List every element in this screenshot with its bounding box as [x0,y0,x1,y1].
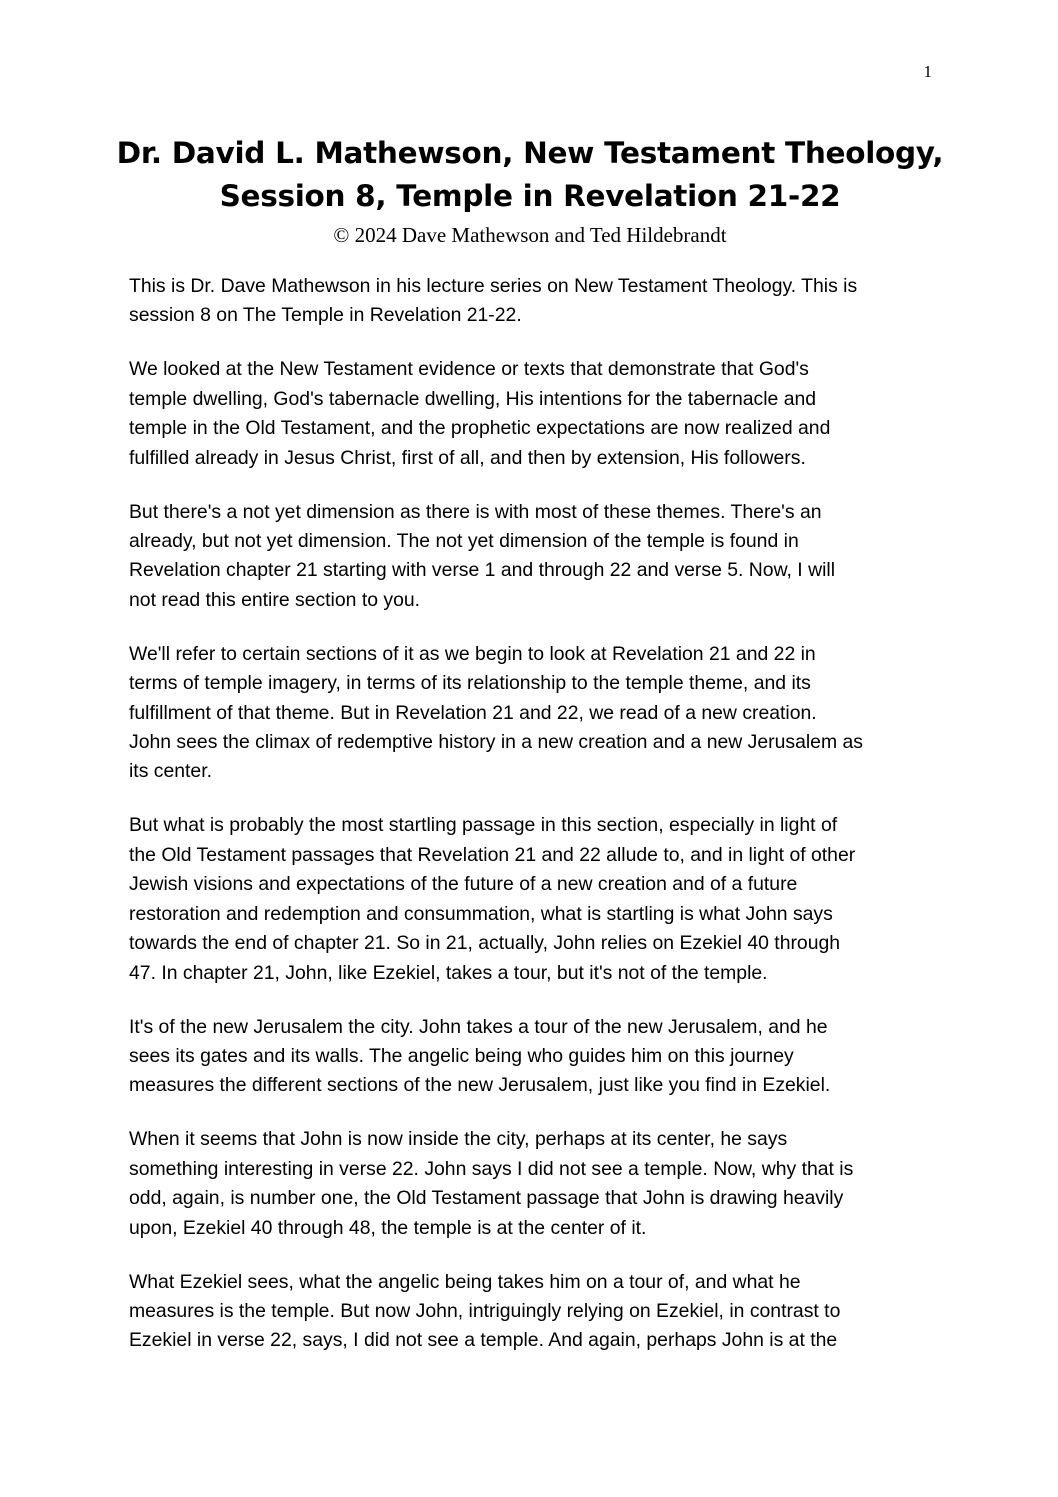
paragraph-line: fulfilled already in Jesus Christ, first of all, and then by extension, His followers. [129,446,806,469]
paragraph-line: the Old Testament passages that Revelation 21 and 22 allude to, and in light of other [129,843,856,866]
paragraph-line: 47. In chapter 21, John, like Ezekiel, takes a tour, but it's not of the temple. [129,961,768,984]
paragraph-line: temple in the Old Testament, and the prophetic expectations are now realized and [129,417,831,440]
paragraph-line: temple dwelling, God's tabernacle dwelling, His intentions for the tabernacle and [129,387,817,410]
paragraph-line: its center. [129,760,212,783]
paragraph-line: But there's a not yet dimension as there is with most of these themes. There's an [129,500,822,523]
paragraph-line: already, but not yet dimension. The not yet dimension of the temple is found in [129,530,799,553]
paragraph [129,355,929,473]
paragraph-line: towards the end of chapter 21. So in 21, actually, John relies on Ezekiel 40 through [129,932,841,955]
paragraph-line: upon, Ezekiel 40 through 48, the temple is at the center of it. [129,1216,647,1239]
paragraph-line: We looked at the New Testament evidence or texts that demonstrate that God's [129,358,809,381]
paragraph-line: Revelation chapter 21 starting with verse 1 and through 22 and verse 5. Now, I will [129,559,835,582]
paragraph-line: session 8 on The Temple in Revelation 21-22. [129,304,522,327]
paragraph [129,640,929,787]
paragraph-line: fulfillment of that theme. But in Revelation 21 and 22, we read of a new creation. [129,701,817,724]
paragraph-line: It's of the new Jerusalem the city. John takes a tour of the new Jerusalem, and he [129,1015,828,1038]
page-number: 1 [923,62,932,81]
paragraph-line: We'll refer to certain sections of it as we begin to look at Revelation 21 and 22 in [129,642,816,665]
paragraph [129,1268,929,1356]
document-title [100,132,960,218]
paragraph [129,498,929,616]
transcript-body [129,272,929,1380]
paragraph-line: sees its gates and its walls. The angelic being who guides him on this journey [129,1044,794,1067]
paragraph-line: terms of temple imagery, in terms of its relationship to the temple theme, and its [129,672,811,695]
paragraph-line: Ezekiel in verse 22, says, I did not see a temple. And again, perhaps John is at the [129,1329,838,1352]
paragraph-line: restoration and redemption and consummation, what is startling is what John says [129,902,833,925]
paragraph-line: measures the different sections of the new Jerusalem, just like you find in Ezekiel. [129,1074,831,1097]
title-line: Session 8, Temple in Revelation 21-22 [219,179,841,213]
title-line: Dr. David L. Mathewson, New Testament Theology, [116,136,944,170]
paragraph [129,1013,929,1101]
paragraph [129,1125,929,1243]
paragraph [129,811,929,987]
paragraph-line: odd, again, is number one, the Old Testament passage that John is drawing heavily [129,1187,844,1210]
paragraph-line: something interesting in verse 22. John says I did not see a temple. Now, why that is [129,1157,854,1180]
copyright-line: © 2024 Dave Mathewson and Ted Hildebrandt [333,223,727,247]
paragraph [129,272,929,331]
paragraph-line: What Ezekiel sees, what the angelic being takes him on a tour of, and what he [129,1270,801,1293]
paragraph-line: But what is probably the most startling passage in this section, especially in light of [129,814,838,837]
paragraph-line: measures is the temple. But now John, intriguingly relying on Ezekiel, in contrast to [129,1299,841,1322]
paragraph-line: This is Dr. Dave Mathewson in his lecture series on New Testament Theology. This is [129,275,858,297]
paragraph-line: John sees the climax of redemptive history in a new creation and a new Jerusalem as [129,731,863,754]
paragraph-line: Jewish visions and expectations of the future of a new creation and of a future [129,873,798,896]
paragraph-line: When it seems that John is now inside the city, perhaps at its center, he says [129,1128,788,1151]
paragraph-line: not read this entire section to you. [129,588,421,611]
